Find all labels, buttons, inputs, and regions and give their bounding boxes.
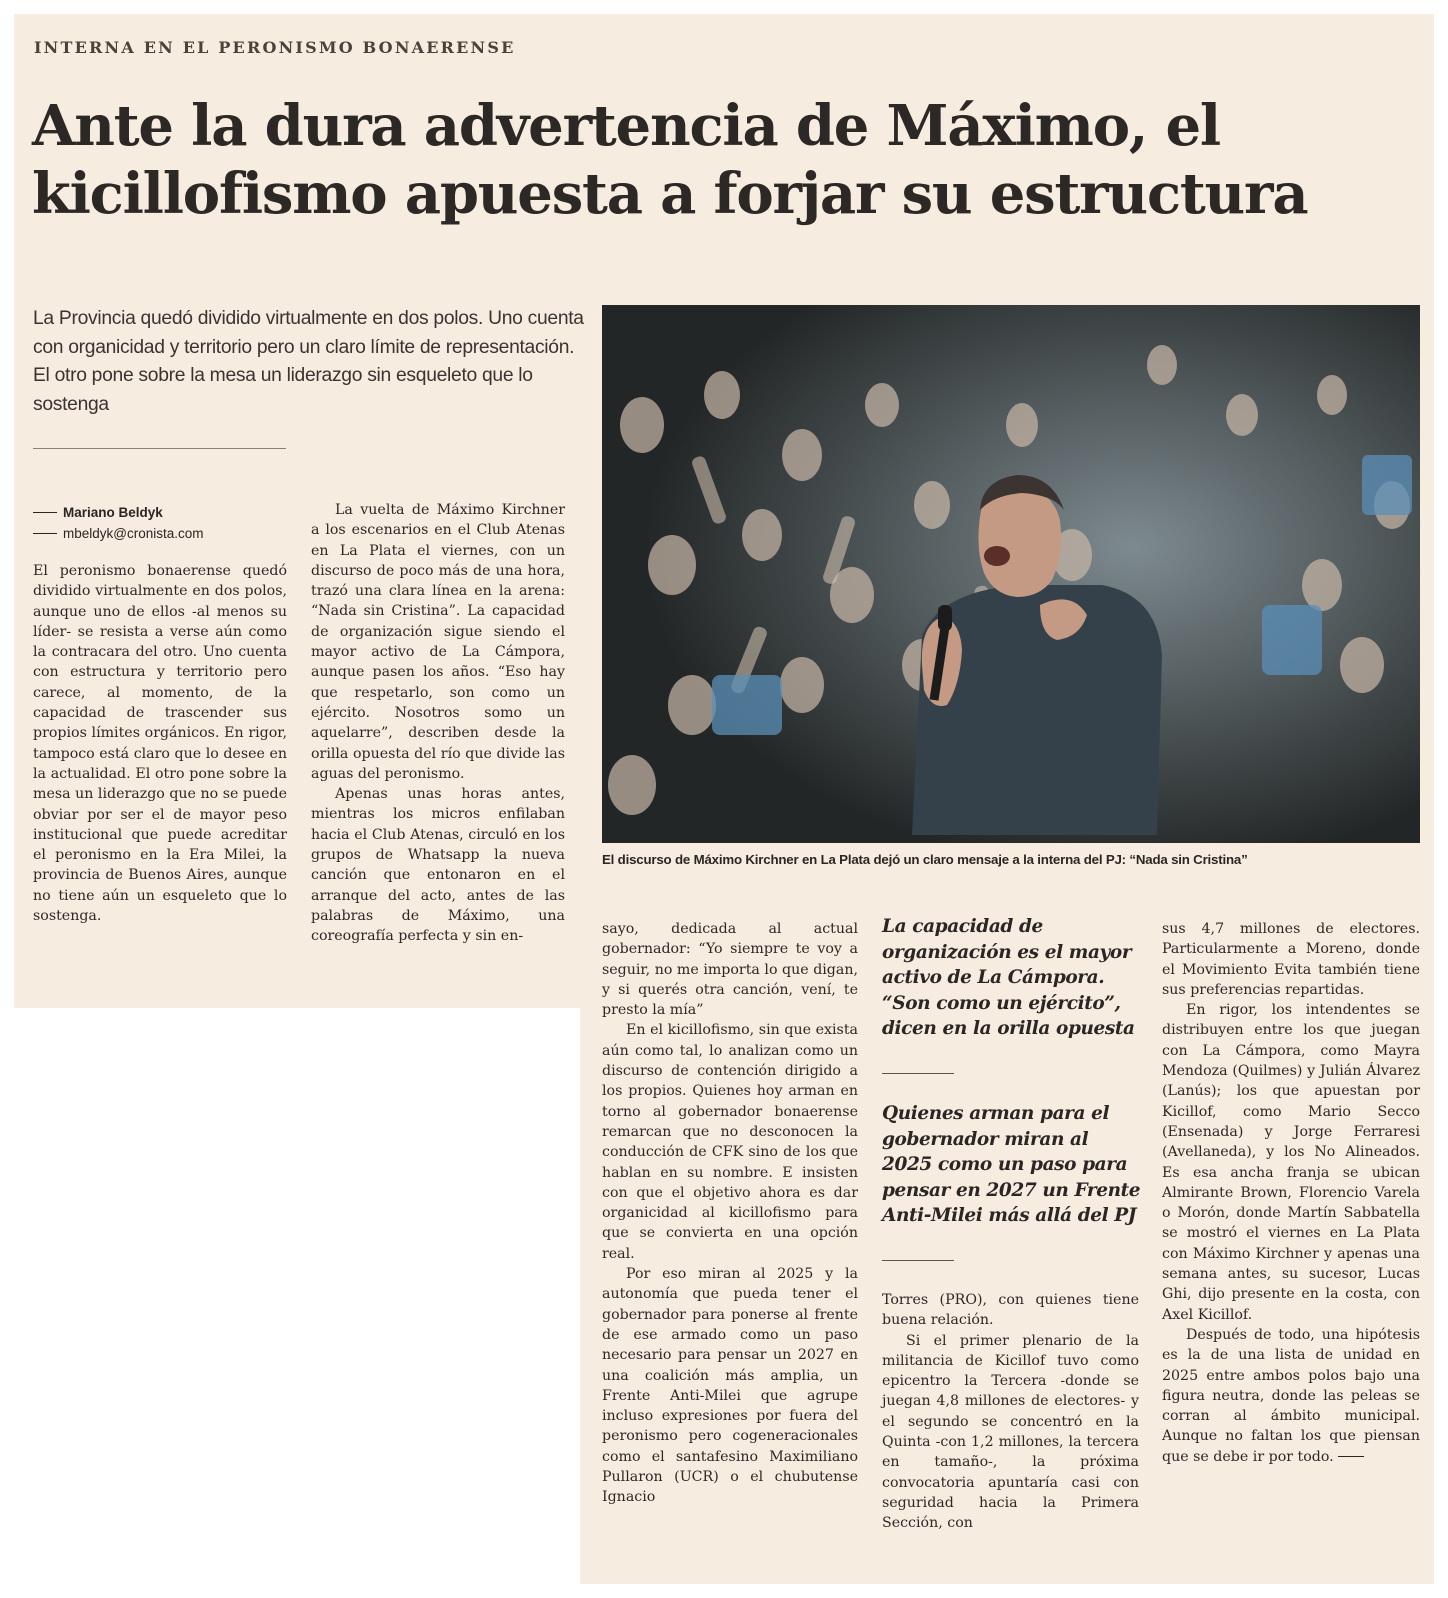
- paragraph: En el kicillofismo, sin que exista aún como tal, lo analizan como un discurso de contención dirigido a los propios. Quienes hoy arman en torno al gobernador bonaerense remarcan que no desconocen la conducción de CFK sino de los que hablan en su nombre. E insisten con que el objetivo ahora es dar organicidad al kicillofismo para que se convierta en una opción real.: [602, 1022, 858, 1262]
- paragraph: La vuelta de Máximo Kirchner a los escenarios en el Club Atenas en La Plata el viernes, con un discurso de poco más de una hora, trazó una clara línea en la arena: “Nada sin Cristina”. La capacidad de organización sigue siendo el mayor activo de La Cámpora, aunque pasen los años. “Eso hay que respetarlo, son como un ejército. Nosotros somo un aquelarre”, describen desde la orilla opuesta del río que divide las aguas del peronismo.: [311, 502, 565, 782]
- paragraph: Torres (PRO), con quienes tiene buena relación.: [882, 1292, 1139, 1329]
- paragraph: Apenas unas horas antes, mientras los micros enfilaban hacia el Club Atenas, circuló en los grupos de Whatsapp la nueva canción que entonaron en el arranque del acto, antes de las palabras de Máximo, una coreografía perfecta y sin en-: [311, 786, 565, 945]
- pull-quote-2: Quienes arman para el gobernador miran al 2025 como un paso para pensar en 2027 un Frente Anti-Milei más allá del PJ: [882, 1103, 1141, 1226]
- paragraph: En rigor, los intendentes se distribuyen entre los que juegan con La Cámpora, como Mayra Mendoza (Quilmes) y Julián Álvarez (Lanús); los que apuestan por Kicillof, como Mario Secco (Ensenada) y Jorge Ferraresi (Avellaneda), y los No Alineados. Es esa ancha franja se ubican Almirante Brown, Florencio Varela o Morón, donde Martín Sabbatella se mostró el viernes en La Plata con Máximo Kirchner y apenas una semana antes, su sucesor, Lucas Ghi, dijo presente en la costa, con Axel Kicillof.: [1162, 1002, 1420, 1323]
- article-photo: [602, 305, 1420, 843]
- author-email[interactable]: mbeldyk@cronista.com: [63, 526, 204, 541]
- paragraph: Si el primer plenario de la militancia de Kicillof tuvo como epicentro la Tercera -donde se juegan 4,8 millones de electores- y el segundo se concentró en la Quinta -con 1,2 millones, la tercera en tamaño-, la próxima convocatoria apuntaría casi con seguridad hacia la Primera Sección, con: [882, 1332, 1139, 1532]
- body-column-2: [311, 500, 565, 947]
- pull-quote-1: La capacidad de organización es el mayor activo de La Cámpora. “Son como un ejército”, dicen en la orilla opuesta: [882, 916, 1135, 1039]
- pull-quote-divider: [882, 1073, 954, 1074]
- photo-max-kirchner: [602, 305, 1420, 843]
- pull-quote-divider: [882, 1260, 954, 1261]
- paragraph: El peronismo bonaerense quedó dividido virtualmente en dos polos, aunque uno de ellos -al menos su líder- se resista a verse aún como la contracara del otro. Uno cuenta con estructura y territorio pero carece, al momento, de la capacidad de trascender sus propios límites orgánicos. En rigor, tampoco está claro que lo desee en la actualidad. El otro pone sobre la mesa un liderazgo que no se puede obviar por ser el de mayor peso institucional que puede acreditar el peronismo en la Era Milei, la provincia de Buenos Aires, aunque no tiene aún un esqueleto que lo sostenga.: [33, 563, 287, 925]
- paragraph-text: Después de todo, una hipótesis es la de una lista de unidad en 2025 entre ambos polos bajo una figura neutra, donde las peleas se corran al ámbito municipal. Aunque no faltan los que piensan que se debe ir por todo.: [1162, 1326, 1420, 1465]
- photo-caption: El discurso de Máximo Kirchner en La Plata dejó un claro mensaje a la interna del PJ: “Nada sin Cristina”: [602, 852, 1248, 867]
- end-mark: [1338, 1456, 1364, 1457]
- paragraph: [1162, 1325, 1420, 1467]
- paragraph: sayo, dedicada al actual gobernador: “Yo siempre te voy a seguir, no me importa lo que digan, y si querés otra canción, vení, te presto la mía”: [602, 921, 858, 1019]
- paragraph: Por eso miran al 2025 y la autonomía que pueda tener el gobernador para ponerse al frente de ese armado como un paso necesario para pensar un 2027 en una coalición más amplia, un Frente Anti-Milei que agrupe incluso expresiones por fuera del peronismo pero cogeneracionales como el santafesino Maximiliano Pullaron (UCR) o el chubutense Ignacio: [602, 1266, 858, 1506]
- body-column-1: [33, 561, 287, 926]
- headline: Ante la dura advertencia de Máximo, el kicillofismo apuesta a forjar su estructura: [32, 93, 1308, 227]
- dash: [33, 533, 57, 534]
- byline: [33, 502, 204, 544]
- paragraph: sus 4,7 millones de electores. Particularmente a Moreno, donde el Movimiento Evita también tiene sus preferencias repartidas.: [1162, 921, 1420, 998]
- subheadline: La Provincia quedó dividido virtualmente en dos polos. Uno cuenta con organicidad y territorio pero un claro límite de representación. El otro pone sobre la mesa un liderazgo sin esqueleto que lo sostenga: [33, 308, 584, 415]
- body-column-3: [602, 919, 858, 1508]
- author-name: Mariano Beldyk: [63, 505, 163, 520]
- divider: [33, 448, 286, 449]
- body-column-5: [1162, 919, 1420, 1467]
- body-column-4: [882, 1290, 1139, 1534]
- section-kicker: INTERNA EN EL PERONISMO BONAERENSE: [34, 38, 516, 57]
- dash: [33, 512, 57, 513]
